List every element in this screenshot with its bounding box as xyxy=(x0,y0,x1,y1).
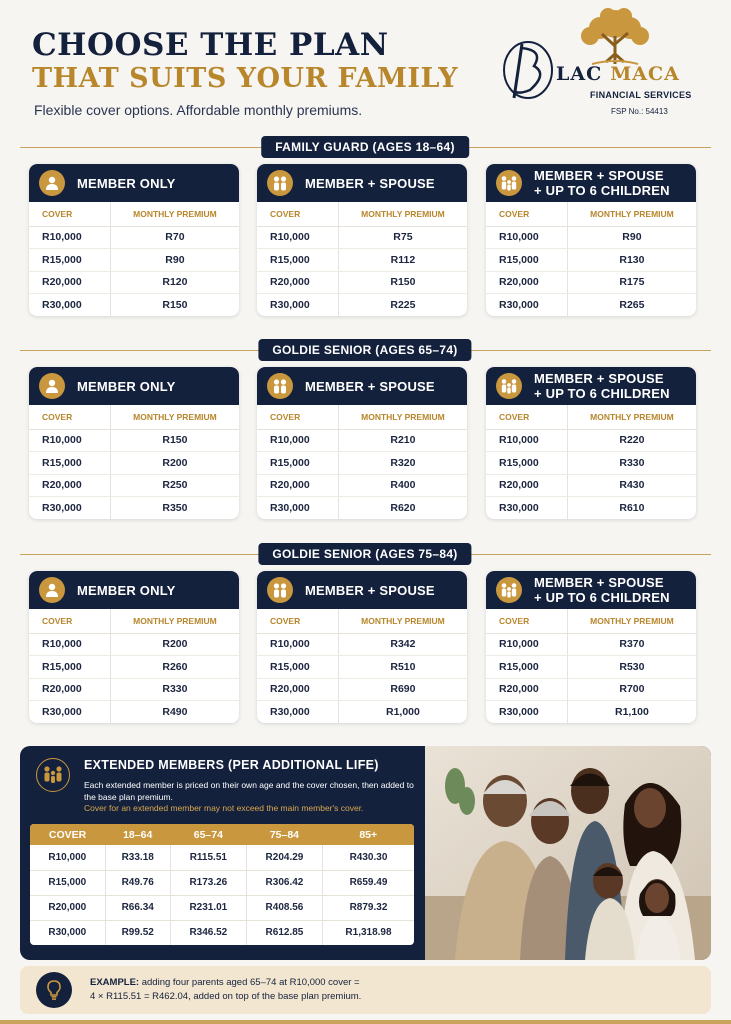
premium-cell: R75 xyxy=(338,226,467,249)
premium-cell: R330 xyxy=(110,678,239,701)
plan-card-header xyxy=(29,367,239,405)
cover-cell: R15,000 xyxy=(29,656,110,679)
rate-cell: R231.01 xyxy=(170,895,246,920)
plan-title: MEMBER + SPOUSE xyxy=(305,378,435,394)
premium-table xyxy=(257,609,467,723)
section-title: GOLDIE SENIOR (AGES 75–84) xyxy=(258,543,471,565)
cover-cell: R30,000 xyxy=(270,502,310,514)
person-icon xyxy=(39,373,65,399)
plan-card-family xyxy=(486,164,696,316)
table-row xyxy=(257,701,467,724)
table-row xyxy=(30,845,414,870)
table-row xyxy=(257,429,467,452)
cover-cell: R15,000 xyxy=(29,249,110,272)
table-row xyxy=(486,294,696,317)
couple-icon xyxy=(267,373,293,399)
table-row xyxy=(257,271,467,294)
premium-column-header: MONTHLY PREMIUM xyxy=(338,609,467,633)
premium-column-header: MONTHLY PREMIUM xyxy=(110,405,239,429)
cover-cell: R30,000 xyxy=(48,927,87,939)
cover-cell: R30,000 xyxy=(499,706,539,718)
logo-name-part2: MACA xyxy=(610,63,680,85)
premium-cell: R700 xyxy=(567,678,696,701)
bottom-divider xyxy=(0,1020,731,1024)
table-row xyxy=(29,249,239,272)
premium-cell: R620 xyxy=(338,497,467,520)
premium-cell: R400 xyxy=(338,474,467,497)
rate-cell: R659.49 xyxy=(322,870,414,895)
table-row xyxy=(29,271,239,294)
premium-table xyxy=(257,405,467,519)
cover-cell: R10,000 xyxy=(29,429,110,452)
plan-card-title xyxy=(77,176,176,191)
premium-cell: R265 xyxy=(567,294,696,317)
page-subtitle: Flexible cover options. Affordable monthly premiums. xyxy=(34,102,363,118)
premium-cell: R260 xyxy=(110,656,239,679)
cover-cell: R15,000 xyxy=(486,656,567,679)
cover-cell: R20,000 xyxy=(486,678,567,701)
table-row xyxy=(30,895,414,920)
rate-cell: R430.30 xyxy=(322,845,414,870)
table-row xyxy=(257,633,467,656)
premium-cell: R150 xyxy=(110,429,239,452)
premium-column-header: MONTHLY PREMIUM xyxy=(567,202,696,226)
lightbulb-icon xyxy=(36,972,72,1008)
premium-table xyxy=(257,202,467,316)
table-row xyxy=(29,497,239,520)
cover-column-header: COVER xyxy=(486,202,567,226)
table-row xyxy=(486,249,696,272)
table-row xyxy=(29,452,239,475)
plan-card-title xyxy=(77,583,176,598)
cover-cell: R20,000 xyxy=(29,474,110,497)
family-icon xyxy=(496,577,522,603)
cover-cell: R15,000 xyxy=(30,870,105,895)
plan-card-header xyxy=(257,367,467,405)
rate-cell: R346.52 xyxy=(170,920,246,945)
table-row xyxy=(29,633,239,656)
cover-cell: R20,000 xyxy=(257,271,338,294)
cover-cell: R20,000 xyxy=(486,474,567,497)
premium-cell: R220 xyxy=(567,429,696,452)
family-photo xyxy=(425,746,711,960)
example-line1: adding four parents aged 65–74 at R10,000 cover = xyxy=(139,977,360,988)
plan-card-title xyxy=(305,583,435,598)
extended-column-header: 85+ xyxy=(322,824,414,845)
cover-cell: R20,000 xyxy=(486,271,567,294)
example-box xyxy=(20,966,711,1014)
premium-cell: R690 xyxy=(338,678,467,701)
cover-cell: R10,000 xyxy=(257,226,338,249)
premium-cell: R175 xyxy=(567,271,696,294)
cover-cell: R10,000 xyxy=(30,845,105,870)
premium-cell: R342 xyxy=(338,633,467,656)
plan-title-line1: MEMBER + SPOUSE xyxy=(534,168,664,183)
example-line2: 4 × R115.51 = R462.04, added on top of the base plan premium. xyxy=(90,991,362,1002)
plan-card-header xyxy=(486,367,696,405)
extended-description: Each extended member is priced on their own age and the cover chosen, then added to the base plan premium. xyxy=(84,780,414,802)
premium-table xyxy=(486,405,696,519)
rate-cell: R115.51 xyxy=(170,845,246,870)
couple-icon xyxy=(267,170,293,196)
example-text xyxy=(90,976,450,1004)
table-row xyxy=(29,701,239,724)
plan-card-title xyxy=(305,379,435,394)
page-title-line1: CHOOSE THE PLAN xyxy=(32,27,389,63)
premium-cell: R330 xyxy=(567,452,696,475)
table-row xyxy=(486,271,696,294)
logo-fsp-number: FSP No.: 54413 xyxy=(611,107,668,116)
premium-cell: R200 xyxy=(110,633,239,656)
rate-cell: R204.29 xyxy=(246,845,322,870)
rate-cell: R49.76 xyxy=(105,870,170,895)
plan-title: MEMBER ONLY xyxy=(77,582,176,598)
plan-title-line2: + UP TO 6 CHILDREN xyxy=(534,386,670,401)
premium-column-header: MONTHLY PREMIUM xyxy=(567,405,696,429)
rate-cell: R66.34 xyxy=(105,895,170,920)
plan-title-line2: + UP TO 6 CHILDREN xyxy=(534,183,670,198)
extended-rates-table xyxy=(30,824,414,945)
rate-cell: R408.56 xyxy=(246,895,322,920)
table-row xyxy=(257,249,467,272)
table-row xyxy=(257,678,467,701)
plan-card-member-only xyxy=(29,571,239,723)
premium-table xyxy=(29,202,239,316)
premium-cell: R530 xyxy=(567,656,696,679)
header xyxy=(0,0,731,130)
cover-cell: R30,000 xyxy=(270,706,310,718)
family-icon xyxy=(496,170,522,196)
extended-column-header: 75–84 xyxy=(246,824,322,845)
premium-cell: R1,100 xyxy=(567,701,696,724)
cover-cell: R20,000 xyxy=(257,474,338,497)
premium-cell: R1,000 xyxy=(338,701,467,724)
table-row xyxy=(486,497,696,520)
premium-column-header: MONTHLY PREMIUM xyxy=(567,609,696,633)
monogram-b-icon xyxy=(500,36,555,102)
plan-card-header xyxy=(29,164,239,202)
cover-cell: R20,000 xyxy=(30,895,105,920)
table-row xyxy=(486,474,696,497)
table-row xyxy=(486,701,696,724)
premium-table xyxy=(486,202,696,316)
rate-cell: R173.26 xyxy=(170,870,246,895)
premium-cell: R120 xyxy=(110,271,239,294)
premium-cell: R130 xyxy=(567,249,696,272)
rate-cell: R33.18 xyxy=(105,845,170,870)
premium-cell: R210 xyxy=(338,429,467,452)
table-row xyxy=(29,226,239,249)
plan-card-member-spouse xyxy=(257,164,467,316)
premium-cell: R510 xyxy=(338,656,467,679)
cover-column-header: COVER xyxy=(486,405,567,429)
extended-note: Cover for an extended member may not exceed the main member's cover. xyxy=(84,803,364,813)
cover-cell: R30,000 xyxy=(42,502,82,514)
table-row xyxy=(29,656,239,679)
plan-card-header xyxy=(486,164,696,202)
logo-name xyxy=(556,63,680,85)
cover-cell: R15,000 xyxy=(257,656,338,679)
premium-column-header: MONTHLY PREMIUM xyxy=(338,202,467,226)
rate-cell: R879.32 xyxy=(322,895,414,920)
premium-cell: R610 xyxy=(567,497,696,520)
premium-cell: R112 xyxy=(338,249,467,272)
table-row xyxy=(486,678,696,701)
table-row xyxy=(29,474,239,497)
cover-column-header: COVER xyxy=(257,609,338,633)
extended-column-header: COVER xyxy=(30,824,105,845)
family-icon xyxy=(496,373,522,399)
rate-cell: R99.52 xyxy=(105,920,170,945)
cover-cell: R10,000 xyxy=(486,226,567,249)
plan-title-line1: MEMBER + SPOUSE xyxy=(534,371,664,386)
table-row xyxy=(257,497,467,520)
logo-name-part1: LAC xyxy=(556,63,603,85)
premium-cell: R430 xyxy=(567,474,696,497)
table-row xyxy=(486,656,696,679)
extended-column-header: 65–74 xyxy=(170,824,246,845)
cover-cell: R10,000 xyxy=(257,633,338,656)
section-title: FAMILY GUARD (AGES 18–64) xyxy=(261,136,469,158)
plan-card-family xyxy=(486,571,696,723)
plan-title: MEMBER ONLY xyxy=(77,378,176,394)
table-row xyxy=(257,656,467,679)
cover-cell: R20,000 xyxy=(257,678,338,701)
table-row xyxy=(486,429,696,452)
table-row xyxy=(257,474,467,497)
section-title: GOLDIE SENIOR (AGES 65–74) xyxy=(258,339,471,361)
cover-cell: R10,000 xyxy=(486,429,567,452)
cover-cell: R30,000 xyxy=(499,299,539,311)
rate-cell: R1,318.98 xyxy=(322,920,414,945)
table-row xyxy=(486,452,696,475)
table-row xyxy=(486,633,696,656)
premium-table xyxy=(486,609,696,723)
cover-cell: R15,000 xyxy=(29,452,110,475)
table-row xyxy=(257,294,467,317)
rate-cell: R612.85 xyxy=(246,920,322,945)
plan-card-family xyxy=(486,367,696,519)
premium-cell: R70 xyxy=(110,226,239,249)
table-row xyxy=(30,920,414,945)
plan-title: MEMBER + SPOUSE xyxy=(305,582,435,598)
example-label: EXAMPLE: xyxy=(90,977,140,988)
cover-cell: R30,000 xyxy=(42,299,82,311)
premium-cell: R490 xyxy=(110,701,239,724)
premium-column-header: MONTHLY PREMIUM xyxy=(110,202,239,226)
plan-title-line2: + UP TO 6 CHILDREN xyxy=(534,590,670,605)
premium-column-header: MONTHLY PREMIUM xyxy=(338,405,467,429)
extended-column-header: 18–64 xyxy=(105,824,170,845)
plan-card-header xyxy=(29,571,239,609)
cover-cell: R15,000 xyxy=(257,452,338,475)
table-row xyxy=(257,452,467,475)
premium-table xyxy=(29,609,239,723)
premium-cell: R150 xyxy=(110,294,239,317)
logo-tagline: FINANCIAL SERVICES xyxy=(590,90,692,100)
premium-cell: R90 xyxy=(567,226,696,249)
premium-cell: R350 xyxy=(110,497,239,520)
table-row xyxy=(257,226,467,249)
premium-table xyxy=(29,405,239,519)
plan-card-header xyxy=(257,571,467,609)
premium-cell: R320 xyxy=(338,452,467,475)
premium-cell: R150 xyxy=(338,271,467,294)
rate-cell: R306.42 xyxy=(246,870,322,895)
plan-title: MEMBER ONLY xyxy=(77,175,176,191)
plan-title-line1: MEMBER + SPOUSE xyxy=(534,575,664,590)
plan-card-title xyxy=(534,168,670,198)
family-icon xyxy=(36,758,70,792)
cover-column-header: COVER xyxy=(257,202,338,226)
cover-cell: R15,000 xyxy=(486,249,567,272)
cover-cell: R20,000 xyxy=(29,271,110,294)
plan-card-member-spouse xyxy=(257,571,467,723)
extended-title: EXTENDED MEMBERS (PER ADDITIONAL LIFE) xyxy=(84,758,379,772)
table-row xyxy=(29,429,239,452)
cover-column-header: COVER xyxy=(486,609,567,633)
cover-cell: R15,000 xyxy=(486,452,567,475)
premium-cell: R250 xyxy=(110,474,239,497)
premium-cell: R200 xyxy=(110,452,239,475)
plan-card-header xyxy=(257,164,467,202)
premium-column-header: MONTHLY PREMIUM xyxy=(110,609,239,633)
cover-cell: R20,000 xyxy=(29,678,110,701)
page-title-line2: THAT SUITS YOUR FAMILY xyxy=(32,63,458,94)
premium-cell: R225 xyxy=(338,294,467,317)
plan-card-title xyxy=(305,176,435,191)
table-row xyxy=(486,226,696,249)
cover-column-header: COVER xyxy=(257,405,338,429)
plan-card-member-only xyxy=(29,367,239,519)
cover-cell: R30,000 xyxy=(270,299,310,311)
plan-card-title xyxy=(534,575,670,605)
person-icon xyxy=(39,577,65,603)
extended-members-panel xyxy=(20,746,711,960)
tree-icon xyxy=(570,6,660,68)
table-row xyxy=(29,678,239,701)
cover-cell: R30,000 xyxy=(42,706,82,718)
plan-title: MEMBER + SPOUSE xyxy=(305,175,435,191)
cover-cell: R10,000 xyxy=(29,226,110,249)
table-row xyxy=(29,294,239,317)
premium-cell: R370 xyxy=(567,633,696,656)
cover-column-header: COVER xyxy=(29,405,110,429)
plan-card-title xyxy=(534,371,670,401)
person-icon xyxy=(39,170,65,196)
table-row xyxy=(30,870,414,895)
couple-icon xyxy=(267,577,293,603)
plan-card-member-only xyxy=(29,164,239,316)
plan-card-title xyxy=(77,379,176,394)
premium-cell: R90 xyxy=(110,249,239,272)
cover-column-header: COVER xyxy=(29,609,110,633)
plan-card-member-spouse xyxy=(257,367,467,519)
cover-cell: R15,000 xyxy=(257,249,338,272)
cover-cell: R10,000 xyxy=(486,633,567,656)
company-logo xyxy=(500,6,700,121)
cover-cell: R10,000 xyxy=(29,633,110,656)
cover-cell: R10,000 xyxy=(257,429,338,452)
cover-cell: R30,000 xyxy=(499,502,539,514)
cover-column-header: COVER xyxy=(29,202,110,226)
plan-card-header xyxy=(486,571,696,609)
